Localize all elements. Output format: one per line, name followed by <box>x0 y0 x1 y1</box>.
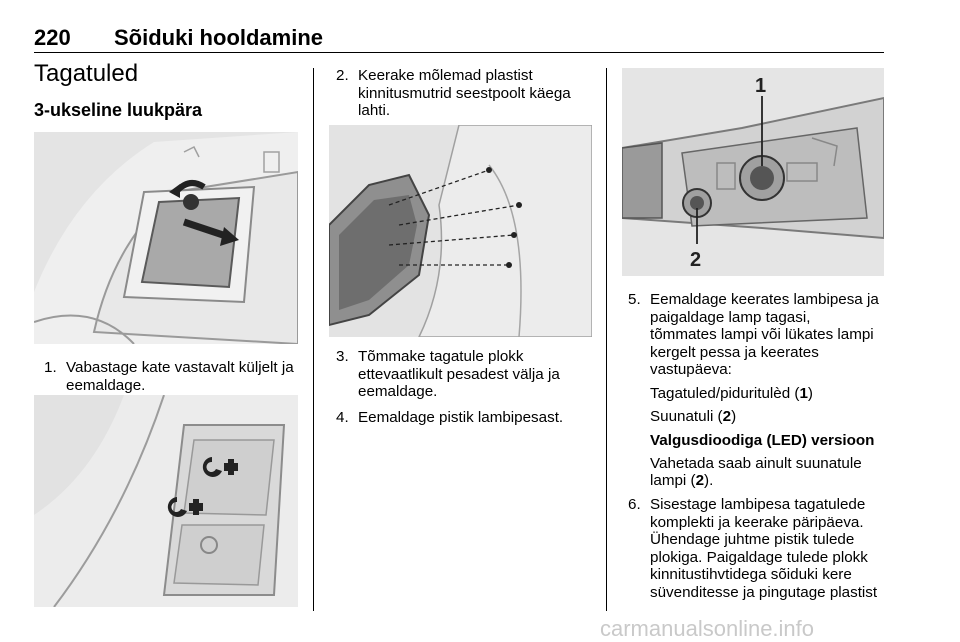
step-text-line: Eemaldage pistik lambipesast. <box>358 409 564 426</box>
step-5 <box>628 291 890 381</box>
step-text-line: Eemaldage keerates lambipesa ja <box>650 291 879 308</box>
figure-fasteners <box>34 395 298 607</box>
led-text-line-2 <box>650 472 713 490</box>
step-text-line: eemaldage. <box>358 383 438 401</box>
section-title: Tagatuled <box>34 60 139 87</box>
step-number: 1. <box>44 359 57 376</box>
step-text-line: paigaldage lamp tagasi, <box>650 308 811 326</box>
step-text-line: plokiga. Paigaldage tulede plokk <box>650 548 868 566</box>
figure-bulb-sockets <box>622 68 884 276</box>
step-text-line: eemaldage. <box>66 376 146 394</box>
column-divider-left <box>313 68 314 611</box>
step-number: 2. <box>336 67 349 84</box>
figure-cover-release <box>34 132 298 344</box>
chapter-title: Sõiduki hooldamine <box>114 25 324 50</box>
tail-lamp-number: 1 <box>799 385 808 402</box>
callout-1: 1 <box>755 75 767 97</box>
step-text-line: tõmmates lampi või lükates lampi <box>650 326 874 344</box>
step-6 <box>628 496 890 604</box>
step-number: 5. <box>628 291 641 308</box>
step-text-line: kinnitustihvtidega sõiduki kere <box>650 566 852 584</box>
step-text-line: komplekti ja keerake päripäeva. <box>650 513 864 531</box>
step-text-line: vastupäeva: <box>650 361 732 379</box>
led-text-line-1: Vahetada saab ainult suunatule <box>650 455 862 472</box>
tail-lamp-label: Tagatuled/piduritulèd ( <box>650 385 800 402</box>
step-text-line: ettevaatlikult pesadest välja ja <box>358 365 560 383</box>
step-number: 6. <box>628 496 641 513</box>
indicator-suffix: ) <box>731 408 737 425</box>
step-text-line: Ühendage juhtme pistik tulede <box>650 531 855 549</box>
led-heading: Valgusdioodiga (LED) versioon <box>650 432 875 449</box>
tail-lamp-suffix: ) <box>807 385 813 402</box>
figure-tail-lamp-removal <box>329 125 592 337</box>
step-2 <box>336 67 598 121</box>
step-1 <box>44 359 304 395</box>
subsection-title: 3-ukseline luukpära <box>34 100 203 120</box>
step-text-line: kergelt pessa ja keerates <box>650 343 819 361</box>
watermark: carmanualsonline.info <box>600 616 815 641</box>
led-text-number: 2 <box>695 472 705 489</box>
header-rule <box>34 52 884 53</box>
tail-lamp-entry <box>650 385 813 403</box>
step-text-line: Tõmmake tagatule plokk <box>358 348 524 365</box>
step-text-line: Sisestage lambipesa tagatulede <box>650 496 866 513</box>
column-divider-right <box>606 68 607 611</box>
step-number: 3. <box>336 348 349 365</box>
step-text-line: kinnitusmutrid seestpoolt käega <box>358 84 571 102</box>
step-text-line: süvenditesse ja pingutage plastist <box>650 583 878 601</box>
step-3 <box>336 348 598 402</box>
indicator-entry <box>650 408 736 426</box>
step-text-line: Vabastage kate vastavalt küljelt ja <box>66 359 294 376</box>
step-text-line: lahti. <box>358 102 391 120</box>
callout-2: 2 <box>690 249 702 271</box>
page-number: 220 <box>34 25 71 50</box>
led-text-suffix: ). <box>704 472 714 489</box>
indicator-number: 2 <box>722 408 732 425</box>
led-text-prefix: lampi ( <box>650 472 696 489</box>
step-number: 4. <box>336 409 349 426</box>
step-4 <box>336 409 598 427</box>
step-text-line: Keerake mõlemad plastist <box>358 67 533 84</box>
indicator-label: Suunatuli ( <box>650 408 723 425</box>
